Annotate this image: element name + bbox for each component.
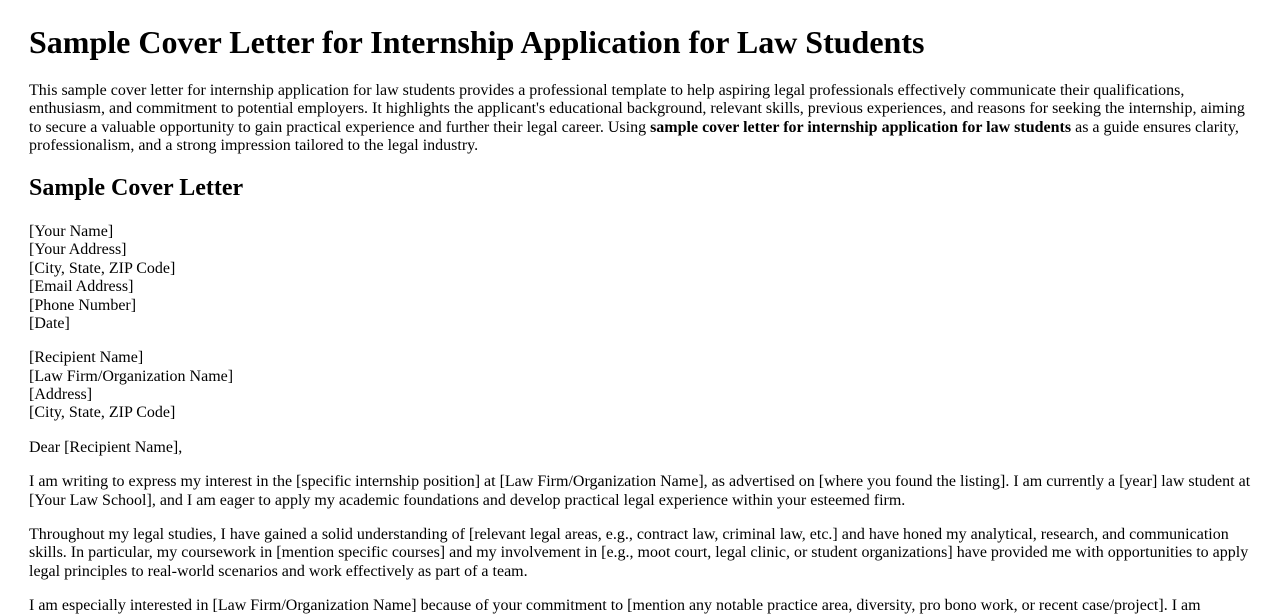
recipient-address-block [29, 349, 1254, 423]
sender-line-city-state-zip: [City, State, ZIP Code] [29, 259, 176, 277]
recipient-line-address: [Address] [29, 386, 93, 404]
sender-line-address: [Your Address] [29, 241, 127, 259]
body-paragraph-interest: I am writing to express my interest in the [specific internship position] at [Law Firm/Organization Name], as advertised on [where you found the listing]. I am currently a [year] law student at [Your Law School], and I am eager to apply my academic foundations and develop practical legal experience within your esteemed firm. [29, 473, 1251, 509]
salutation: Dear [Recipient Name], [29, 438, 183, 456]
intro-text-after: as a guide ensures clarity, professionalism, and a strong impression tailored to the legal industry. [29, 118, 1239, 154]
recipient-line-city-state-zip: [City, State, ZIP Code] [29, 404, 176, 422]
sender-line-email: [Email Address] [29, 278, 134, 296]
body-paragraph-firm-interest-clipped: I am especially interested in [Law Firm/Organization Name] because of your commitment to [mention any notable practice area, diversity, pro bono work, or recent case/project]. I am [29, 597, 1201, 615]
page-title: Sample Cover Letter for Internship Application for Law Students [29, 24, 925, 60]
intro-paragraph [29, 82, 1254, 156]
intro-text-before: This sample cover letter for internship application for law students provides a professional template to help aspiring legal professionals effectively communicate their qualifications, enthusiasm, and commitment to potential employers. It highlights the applicant's educational background, relevant skills, previous experiences, and reasons for seeking the internship, aiming to secure a valuable opportunity to gain practical experience and further their legal career. Using [29, 81, 1245, 136]
recipient-line-name: [Recipient Name] [29, 349, 144, 367]
sender-line-phone: [Phone Number] [29, 296, 137, 314]
section-heading: Sample Cover Letter [29, 175, 244, 202]
intro-bold-keyword: sample cover letter for internship application for law students [650, 118, 1072, 136]
recipient-line-org: [Law Firm/Organization Name] [29, 367, 234, 385]
body-paragraph-studies: Throughout my legal studies, I have gained a solid understanding of [relevant legal areas, e.g., contract law, criminal law, etc.] and have honed my analytical, research, and communication skills. In particular, my coursework in [mention specific courses] and my involvement in [e.g., moot court, legal clinic, or student organizations] have provided me with opportunities to apply legal principles to real-world scenarios and work effectively as part of a team. [29, 526, 1249, 580]
sender-line-name: [Your Name] [29, 222, 114, 240]
sender-line-date: [Date] [29, 314, 70, 332]
sender-address-block [29, 223, 1254, 333]
